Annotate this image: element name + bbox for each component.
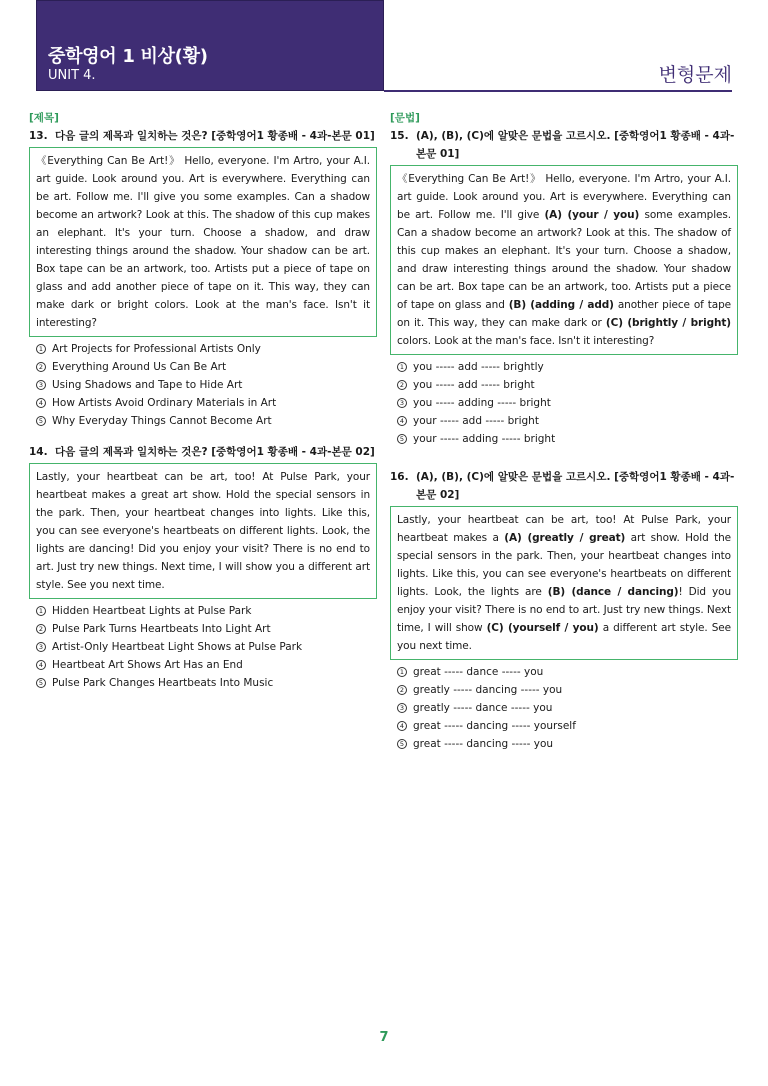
blank-a: (A) (your / you) [544, 209, 640, 221]
choice-number-icon: 3 [397, 703, 407, 713]
choice-text: Using Shadows and Tape to Hide Art [52, 379, 243, 391]
book-title: 중학영어 1 비상(황) [48, 46, 208, 67]
question-prompt: (A), (B), (C)에 알맞은 문법을 고르시오. [중학영어1 황종배 - 4과-본문 01] [416, 130, 735, 160]
question-number: 15. [390, 130, 409, 142]
choice-number-icon: 4 [36, 398, 46, 408]
choice-text: greatly ----- dancing ----- you [413, 684, 563, 696]
passage-text: 《Everything Can Be Art!》 Hello, everyone. I'm Artro, your A.I. art guide. Look around you. Art is everywhere. Everything can be art. Follow me. I'll give [397, 173, 731, 221]
header-banner [36, 0, 384, 91]
question-13-header [29, 127, 377, 145]
choice-text: Everything Around Us Can Be Art [52, 361, 227, 373]
choice-number-icon: 2 [397, 685, 407, 695]
header-divider [384, 90, 732, 92]
choice-number-icon: 5 [397, 739, 407, 749]
choice-text: your ----- add ----- bright [413, 415, 539, 427]
choice-item[interactable] [390, 681, 738, 699]
passage-text: ! Did you enjoy your visit? There is no end to art. Just try new things. Next time, I will show [397, 586, 731, 634]
right-column [390, 110, 738, 753]
choice-number-icon: 1 [36, 606, 46, 616]
choice-number-icon: 3 [36, 642, 46, 652]
worksheet-type: 변형문제 [658, 64, 732, 86]
question-16-header [390, 468, 738, 504]
blank-b: (B) (adding / add) [508, 299, 614, 311]
page-number: 7 [379, 1030, 389, 1045]
question-16-choices [390, 663, 738, 753]
section-tag-grammar: [문법] [390, 112, 420, 124]
choice-text: Hidden Heartbeat Lights at Pulse Park [52, 605, 252, 617]
question-prompt: (A), (B), (C)에 알맞은 문법을 고르시오. [중학영어1 황종배 - 4과-본문 02] [416, 471, 735, 501]
blank-c: (C) (yourself / you) [486, 622, 599, 634]
question-15-choices [390, 358, 738, 448]
choice-number-icon: 3 [36, 380, 46, 390]
choice-number-icon: 2 [397, 380, 407, 390]
choice-item[interactable] [29, 340, 377, 358]
choice-item[interactable] [29, 620, 377, 638]
choice-text: great ----- dancing ----- yourself [413, 720, 576, 732]
question-prompt: 다음 글의 제목과 일치하는 것은? [중학영어1 황종배 - 4과-본문 01] [55, 130, 375, 142]
choice-text: greatly ----- dance ----- you [413, 702, 553, 714]
passage-text: colors. Look at the man's face. Isn't it interesting? [397, 335, 655, 347]
passage-text: some examples. Can a shadow become an artwork? Look at this. The shadow of this cup makes an elephant. It's your turn. Choose a shadow, and draw interesting things around the shadow. Your shadow can be art. Box tape can be an artwork, too. Artists put a piece of tape on glass and [397, 209, 731, 311]
passage-text: a different art style. See you next time. [397, 622, 731, 652]
choice-item[interactable] [29, 412, 377, 430]
question-16-passage [390, 506, 738, 660]
choice-text: you ----- add ----- bright [413, 379, 535, 391]
question-number: 13. [29, 130, 48, 142]
choice-text: great ----- dancing ----- you [413, 738, 554, 750]
choice-item[interactable] [390, 394, 738, 412]
left-column [29, 110, 377, 692]
choice-number-icon: 5 [397, 434, 407, 444]
passage-text: art show. Hold the special sensors in the park. Then, your heartbeat changes into lights. Like this, you can see everyone's heartbeats on different lights. Look, the lights are [397, 532, 732, 598]
choice-text: Why Everyday Things Cannot Become Art [52, 415, 272, 427]
choice-text: How Artists Avoid Ordinary Materials in Art [52, 397, 277, 409]
choice-text: Artist-Only Heartbeat Light Shows at Pulse Park [52, 641, 303, 653]
question-number: 16. [390, 471, 409, 483]
blank-c: (C) (brightly / bright) [605, 317, 731, 329]
choice-number-icon: 3 [397, 398, 407, 408]
choice-number-icon: 2 [36, 624, 46, 634]
choice-item[interactable] [29, 638, 377, 656]
choice-item[interactable] [390, 358, 738, 376]
passage-text: Lastly, your heartbeat can be art, too! At Pulse Park, your heartbeat makes a [397, 514, 731, 544]
choice-text: Art Projects for Professional Artists Only [52, 343, 261, 355]
choice-text: you ----- add ----- brightly [413, 361, 544, 373]
choice-number-icon: 4 [36, 660, 46, 670]
choice-text: your ----- adding ----- bright [413, 433, 556, 445]
choice-number-icon: 1 [397, 667, 407, 677]
choice-item[interactable] [390, 412, 738, 430]
choice-number-icon: 4 [397, 721, 407, 731]
section-tag-title: [제목] [29, 112, 59, 124]
choice-item[interactable] [29, 358, 377, 376]
choice-number-icon: 4 [397, 416, 407, 426]
question-prompt: 다음 글의 제목과 일치하는 것은? [중학영어1 황종배 - 4과-본문 02] [55, 446, 375, 458]
choice-text: Pulse Park Changes Heartbeats Into Music [52, 677, 274, 689]
choice-number-icon: 1 [397, 362, 407, 372]
question-13-choices [29, 340, 377, 430]
choice-number-icon: 5 [36, 416, 46, 426]
unit-label: UNIT 4. [48, 68, 96, 83]
choice-text: great ----- dance ----- you [413, 666, 544, 678]
choice-text: you ----- adding ----- bright [413, 397, 551, 409]
passage-text: another piece of tape on it. This way, they can make dark or [397, 299, 731, 329]
question-14-choices [29, 602, 377, 692]
question-number: 14. [29, 446, 48, 458]
question-13-passage: 《Everything Can Be Art!》 Hello, everyone. I'm Artro, your A.I. art guide. Look around you. Art is everywhere. Everything can be art. Follow me. I'll give you some examples. Can a shadow become an artwork? Look at this. The shadow of this cup makes an elephant. It's your turn. Choose a shadow, and draw interesting things around the shadow. Your shadow can be art. Box tape can be an artwork, too. Artists put a piece of tape on glass and add another piece of tape on it. This way, they can make dark or bright colors. Look at the man's face. Isn't it interesting? [29, 147, 377, 337]
choice-item[interactable] [29, 674, 377, 692]
choice-item[interactable] [390, 735, 738, 753]
choice-item[interactable] [390, 717, 738, 735]
question-14-header [29, 443, 377, 461]
question-14-passage: Lastly, your heartbeat can be art, too! At Pulse Park, your heartbeat makes a great art show. Hold the special sensors in the park. Then, your heartbeat changes into lights. Like this, you can see everyone's heartbeats on different lights. Look, the lights are dancing! Did you enjoy your visit? There is no end to art. Just try new things. Next time, I will show you a different art style. See you next time. [29, 463, 377, 599]
choice-item[interactable] [390, 376, 738, 394]
choice-item[interactable] [29, 602, 377, 620]
choice-item[interactable] [29, 394, 377, 412]
blank-b: (B) (dance / dancing) [547, 586, 679, 598]
choice-text: Pulse Park Turns Heartbeats Into Light Art [52, 623, 271, 635]
question-15-header [390, 127, 738, 163]
choice-number-icon: 2 [36, 362, 46, 372]
choice-item[interactable] [390, 699, 738, 717]
choice-text: Heartbeat Art Shows Art Has an End [52, 659, 243, 671]
choice-item[interactable] [29, 656, 377, 674]
choice-item[interactable] [29, 376, 377, 394]
choice-number-icon: 5 [36, 678, 46, 688]
choice-item[interactable] [390, 430, 738, 448]
choice-item[interactable] [390, 663, 738, 681]
question-15-passage [390, 165, 738, 355]
blank-a: (A) (greatly / great) [504, 532, 626, 544]
choice-number-icon: 1 [36, 344, 46, 354]
